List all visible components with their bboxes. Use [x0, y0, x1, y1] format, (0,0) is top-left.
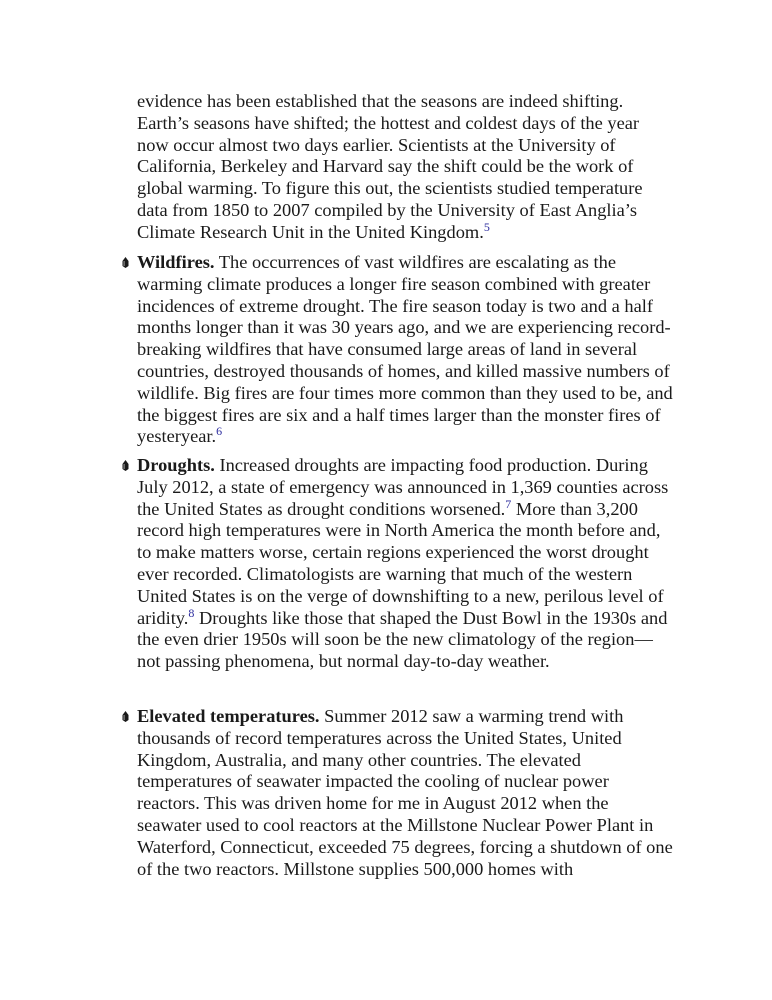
bullet-item-droughts [137, 455, 673, 673]
bullet-item-elevated-temperatures [137, 706, 673, 880]
bullet-heading: Elevated temperatures. [137, 706, 320, 726]
footnote-ref-8[interactable]: 8 [188, 605, 195, 620]
bullet-text: More than 3,200 record high temperatures were in North America the month before and, to make matters worse, certain regions experienced the worst drought ever recorded. Climatologists are warning that much of the western United States is on the verge of downshifting to a new, perilous level of aridity. [137, 498, 664, 628]
bullet-heading: Droughts. [137, 455, 215, 475]
footnote-ref-6[interactable]: 6 [216, 424, 223, 439]
bullet-heading: Wildfires. [137, 252, 215, 272]
bullet-marker-icon [122, 257, 129, 268]
footnote-ref-5[interactable]: 5 [483, 219, 490, 234]
bullet-marker-icon [122, 460, 129, 471]
bullet-marker-icon [122, 711, 129, 722]
bullet-text: The occurrences of vast wildfires are escalating as the warming climate produces a longer fire season combined with greater incidences of extreme drought. The fire season today is two and a half months longer than it was 30 years ago, and we are experiencing record-breaking wildfires that have consumed large areas of land in several countries, destroyed thousands of homes, and killed massive numbers of wildlife. Big fires are four times more common than they used to be, and the biggest fires are six and a half times larger than the monster fires of yesteryear. [137, 252, 673, 447]
paragraph-text: evidence has been established that the seasons are indeed shifting. Earth’s seasons have shifted; the hottest and coldest days of the year now occur almost two days earlier. Scientists at the University of California, Berkeley and Harvard say the shift could be the work of global warming. To figure this out, the scientists studied temperature data from 1850 to 2007 compiled by the University of East Anglia’s Climate Research Unit in the United Kingdom. [137, 91, 643, 242]
bullet-text: Droughts like those that shaped the Dust Bowl in the 1930s and the even drier 1950s will soon be the new climatology of the region—not passing phenomena, but normal day-to-day weather. [137, 607, 668, 672]
bullet-text: Summer 2012 saw a warming trend with thousands of record temperatures across the United States, United Kingdom, Australia, and many other countries. The elevated temperatures of seawater impacted the cooling of nuclear power reactors. This was driven home for me in August 2012 when the seawater used to cool reactors at the Millstone Nuclear Power Plant in Waterford, Connecticut, exceeded 75 degrees, forcing a shutdown of one of the two reactors. Millstone supplies 500,000 homes with [137, 706, 673, 879]
footnote-ref-7[interactable]: 7 [505, 496, 512, 511]
bullet-text: Increased droughts are impacting food production. During July 2012, a state of emergency was announced in 1,369 counties across the United States as drought conditions worsened. [137, 455, 669, 519]
bullet-item-wildfires [137, 252, 673, 448]
continued-paragraph [137, 91, 673, 244]
